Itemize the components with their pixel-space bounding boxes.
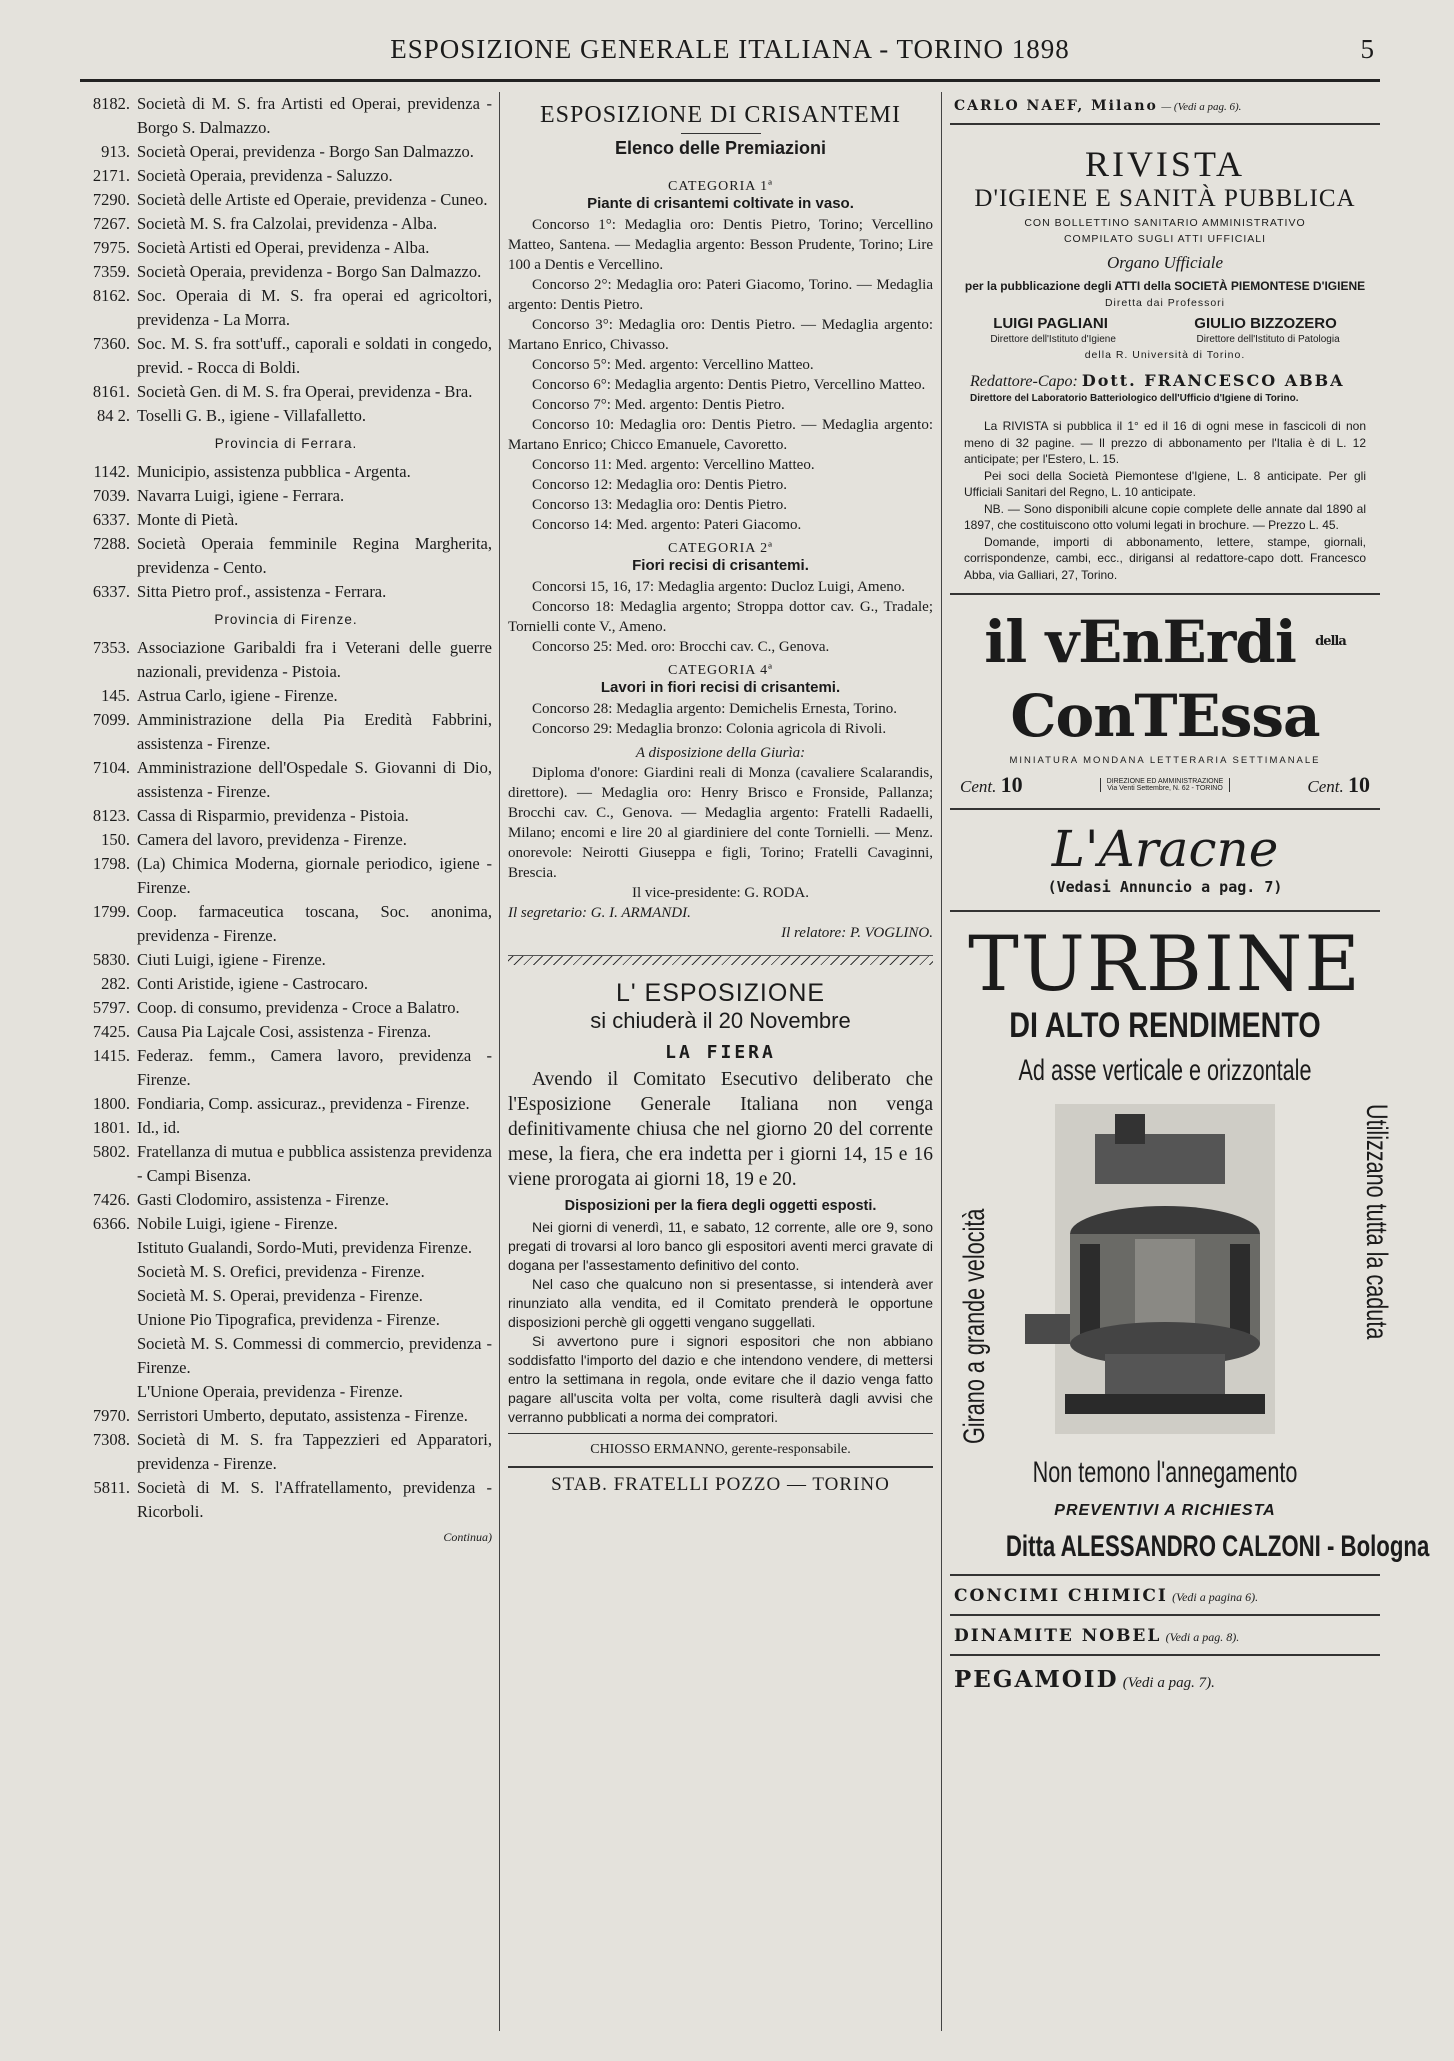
vice-president: Il vice-presidente: G. RODA. — [631, 885, 810, 901]
turbine-title: TURBINE — [968, 919, 1362, 1008]
entry-text: Camera del lavoro, previdenza - Firenze. — [137, 830, 407, 849]
entry-text: Società delle Artiste ed Operaie, previdenza - Cuneo. — [137, 190, 488, 209]
entry-text: Conti Aristide, igiene - Castrocaro. — [137, 974, 368, 993]
entry-text: Navarra Luigi, igiene - Ferrara. — [137, 486, 345, 505]
entry-text: Municipio, assistenza pubblica - Argenta. — [137, 462, 411, 481]
entry-number: 7353. — [92, 638, 130, 657]
pegamoid-name: PEGAMOID — [954, 1666, 1119, 1693]
entry-text: Nobile Luigi, igiene - Firenze. — [137, 1214, 338, 1233]
entry-number: 7360. — [92, 334, 130, 353]
fair-heading: LA FIERA — [665, 1042, 776, 1063]
turbine-side-text-left: Girano a grande velocità — [958, 1208, 991, 1444]
paragraph: Concorso 14: Med. argento: Pateri Giacomo. — [532, 517, 802, 533]
entry-number: 8161. — [92, 382, 130, 401]
entry-number: 7290. — [92, 190, 130, 209]
entry-text: Astrua Carlo, igiene - Firenze. — [137, 686, 338, 705]
article-subtitle: Elenco delle Premiazioni — [614, 138, 827, 158]
rivista-subtitle: D'IGIENE E SANITÀ PUBBLICA — [974, 185, 1356, 212]
entry-text: Fratellanza di mutua e pubblica assistenza previdenza - Campi Bisenza. — [137, 1142, 492, 1185]
list-entry — [80, 484, 492, 508]
entry-text: Federaz. femm., Camera lavoro, previdenza - Firenze. — [137, 1046, 492, 1089]
ad-turbine — [950, 919, 1430, 1564]
paragraph: Concorso 29: Medaglia bronzo: Colonia agricola di Rivoli. — [532, 721, 887, 737]
paragraph: NB. — Sono disponibili alcune copie complete delle annate dal 1890 al 1897, che costituiscono otto volumi legati in brochure. — Prezzo L. 45. — [964, 501, 1366, 532]
dinamite-ref: (Vedi a pag. 8). — [1165, 1630, 1240, 1644]
turbine-illustration-box — [950, 1094, 1394, 1454]
cent-value: 10 — [1348, 772, 1370, 797]
provisions-heading: Disposizioni per la fiera degli oggetti esposti. — [564, 1198, 877, 1214]
venerdi-tagline: MINIATURA MONDANA LETTERARIA SETTIMANALE — [1009, 755, 1321, 766]
category-label: CATEGORIA 1ª — [668, 179, 773, 194]
list-entry — [80, 1260, 492, 1284]
entry-number: 5830. — [92, 950, 130, 969]
cent-value: 10 — [1000, 772, 1023, 797]
diploma-paragraph: Diploma d'onore: Giardini reali di Monza (cavaliere Scalarandis, direttore). — Medaglia oro: Henry Brisco e Fronside, Pallanza; Brocchi cav. C., Genova. — Medaglia argento: Fratelli Radaelli, Milano; encomi e lire 20 al giardiniere del conte Tornielli. — Menz. onorevole: Neirotti Giuseppa e figli, Torino; Fratelli Cavaginni, Brescia. — [508, 765, 933, 881]
list-entry — [80, 1092, 492, 1116]
editor-role: Direttore del Laboratorio Batteriologico dell'Ufficio d'Igiene di Torino. — [970, 393, 1299, 404]
category-paragraphs — [508, 215, 933, 535]
della-word: della — [1315, 634, 1346, 649]
printer-imprint: STAB. FRATELLI POZZO — TORINO — [508, 1466, 933, 1496]
direzione-label: DIREZIONE ED AMMINISTRAZIONE — [1106, 778, 1224, 785]
rivista-organo: Organo Ufficiale — [1107, 253, 1223, 272]
paragraph: Si avvertono pure i signori espositori che non abbiano soddisfatto l'importo del dazio e che intendono vendere, di mettersi entro la settimana in regola, onde evitare che il dazio venga fatto pagare all'uscita volta per volta, come risulterà dagli avvisi che verranno pubblicati a norma dei compratori. — [508, 1333, 933, 1425]
list-entry — [80, 756, 492, 804]
paragraph: Concorso 3°: Medaglia oro: Dentis Pietro. — Medaglia argento: Martano Enrico, Chivasso. — [508, 317, 933, 353]
entry-text: Sitta Pietro prof., assistenza - Ferrara. — [137, 582, 387, 601]
entry-text: Associazione Garibaldi fra i Veterani delle guerre nazionali, previdenza - Pistoia. — [137, 638, 492, 681]
price-right — [1307, 772, 1370, 798]
paragraph: Concorso 25: Med. oro: Brocchi cav. C., Genova. — [532, 639, 830, 655]
list-entry — [80, 636, 492, 684]
paragraph: Pei soci della Società Piemontese d'Igiene, L. 8 anticipate. Per gli Ufficiali Sanitari del Regno, L. 10 anticipate. — [964, 468, 1366, 499]
paragraph: Concorso 6°: Medaglia argento: Dentis Pietro, Vercellino Matteo. — [532, 377, 926, 393]
turbine-preventivi: PREVENTIVI A RICHIESTA — [1054, 1502, 1276, 1519]
list-entry — [80, 1140, 492, 1188]
entry-text: (La) Chimica Moderna, giornale periodico, igiene - Firenze. — [137, 854, 492, 897]
list-entry — [80, 1044, 492, 1092]
paragraph: Concorso 2°: Medaglia oro: Pateri Giacomo, Torino. — Medaglia argento: Dentis Pietro. — [508, 277, 933, 313]
closing-notice-title: L' ESPOSIZIONE — [615, 979, 826, 1007]
rivista-diretta: Diretta dai Professori — [1104, 297, 1226, 309]
entry-text: Soc. Operaia di M. S. fra operai ed agricoltori, previdenza - La Morra. — [137, 286, 492, 329]
contessa-word: ConTEssa — [1010, 682, 1320, 750]
province-heading-firenze: Provincia di Firenze. — [214, 612, 358, 627]
list-entry — [80, 1380, 492, 1404]
list-entry — [80, 1404, 492, 1428]
list-entry — [80, 1188, 492, 1212]
entry-text: Società Operaia, previdenza - Saluzzo. — [137, 166, 393, 185]
entry-text: Società Artisti ed Operai, previdenza - Alba. — [137, 238, 430, 257]
ad-venerdi-contessa — [950, 605, 1380, 798]
entry-number: 7288. — [92, 534, 130, 553]
page-header — [80, 30, 1380, 82]
entry-number: 1799. — [92, 902, 130, 921]
entry-number: 6337. — [92, 510, 130, 529]
ad-aracne — [950, 820, 1380, 896]
entry-number: 7970. — [92, 1406, 130, 1425]
rivista-paragraphs — [950, 418, 1380, 583]
list-entry — [80, 212, 492, 236]
entry-text: Società M. S. Orefici, previdenza - Firenze. — [137, 1262, 425, 1281]
list-entry — [80, 684, 492, 708]
closing-notice-date: si chiuderà il 20 Novembre — [590, 1008, 851, 1033]
turbine-company: Ditta ALESSANDRO CALZONI - Bologna — [1005, 1530, 1430, 1563]
direzione-address: Via Venti Settembre, N. 62 - TORINO — [1107, 785, 1223, 792]
director-1: LUIGI PAGLIANI — [993, 315, 1108, 332]
rivista-bollettino: CON BOLLETTINO SANITARIO AMMINISTRATIVO — [1024, 217, 1306, 229]
paragraph: Concorso 10: Medaglia oro: Dentis Pietro. — Medaglia argento: Martano Enrico; Chicco Emanuele, Cavoretto. — [508, 417, 933, 453]
entry-number: 5811. — [93, 1478, 130, 1497]
list-entry — [80, 1428, 492, 1476]
article-title: ESPOSIZIONE DI CRISANTEMI — [540, 102, 901, 128]
ad-naef-name: CARLO NAEF, Milano — [954, 98, 1158, 114]
entry-number: 913. — [101, 142, 130, 161]
list-entry — [80, 708, 492, 756]
entry-number: 7099. — [92, 710, 130, 729]
dinamite-name: DINAMITE NOBEL — [954, 1626, 1162, 1646]
paragraph: Concorso 5°: Med. argento: Vercellino Matteo. — [532, 357, 814, 373]
paragraph: Domande, importi di abbonamento, lettere, stampe, giornali, corrispondenze, cambi, ecc., dirigansi al redattore-capo dott. Francesco Abba, via Galliari, 27, Torino. — [964, 534, 1366, 582]
entry-text: Fondiaria, Comp. assicuraz., previdenza - Firenze. — [137, 1094, 470, 1113]
rivista-editor — [950, 371, 1380, 391]
entry-text: Società Gen. di M. S. fra Operai, previdenza - Bra. — [137, 382, 473, 401]
entry-text: Società di M. S. l'Affratellamento, previdenza - Ricorboli. — [137, 1478, 492, 1521]
entry-text: Amministrazione dell'Ospedale S. Giovanni di Dio, assistenza - Firenze. — [137, 758, 492, 801]
pegamoid-ref: (Vedi a pag. 7). — [1122, 1675, 1215, 1691]
entry-number: 84 2. — [97, 406, 130, 425]
entry-text: Amministrazione della Pia Eredità Fabbrini, assistenza - Firenze. — [137, 710, 492, 753]
entries-group — [80, 460, 492, 604]
list-entry — [80, 580, 492, 604]
entry-text: Id., id. — [137, 1118, 181, 1137]
entry-text: Toselli G. B., igiene - Villafalletto. — [137, 406, 366, 425]
entry-number: 8162. — [92, 286, 130, 305]
entry-number: 7039. — [92, 486, 130, 505]
entry-number: 6366. — [92, 1214, 130, 1233]
list-entry — [80, 284, 492, 332]
column-exhibitors-list — [80, 92, 492, 2021]
divider — [950, 808, 1380, 810]
column-rule-1 — [499, 92, 500, 2031]
venerdi-word: il vEnErdi — [984, 608, 1296, 676]
entry-text: Società Operaia femminile Regina Margherita, previdenza - Cento. — [137, 534, 492, 577]
entry-number: 1415. — [92, 1046, 130, 1065]
entry-text: Coop. farmaceutica toscana, Soc. anonima, previdenza - Firenze. — [137, 902, 492, 945]
fair-paragraph: Avendo il Comitato Esecutivo deliberato che l'Esposizione Generale Italiana non venga definitivamente chiusa che nel giorno 20 del corrente mese, la fiera, che era indetta per i giorni 14, 15 e 16 viene prorogata ai giorni 18, 19 e 20. — [508, 1069, 933, 1190]
entry-number: 145. — [101, 686, 130, 705]
rivista-pubblicazione: per la pubblicazione degli ATTI della SOCIETÀ PIEMONTESE D'IGIENE — [964, 279, 1366, 293]
paragraph: Concorso 7°: Med. argento: Dentis Pietro. — [532, 397, 785, 413]
divider — [950, 593, 1380, 595]
director-1-role: Direttore dell'Istituto d'Igiene — [990, 334, 1116, 345]
entry-text: L'Unione Operaia, previdenza - Firenze. — [137, 1382, 403, 1401]
giuria-heading: A disposizione della Giurìa: — [635, 745, 806, 761]
entry-number: 7267. — [92, 214, 130, 233]
rivista-title: RIVISTA — [1084, 144, 1246, 184]
category-heading: Piante di crisantemi coltivate in vaso. — [587, 195, 854, 212]
category-label: CATEGORIA 2ª — [668, 541, 773, 556]
entry-number: 8123. — [92, 806, 130, 825]
rivista-director-roles — [950, 334, 1380, 345]
cent-label: Cent. — [1307, 777, 1344, 796]
editor-name: Dott. FRANCESCO ABBA — [1081, 371, 1345, 390]
turbine-subtitle: DI ALTO RENDIMENTO — [1009, 1006, 1321, 1045]
entry-number: 7104. — [92, 758, 130, 777]
entry-text: Società di M. S. fra Tappezzieri ed Apparatori, previdenza - Firenze. — [137, 1430, 492, 1473]
entry-text: Società Operai, previdenza - Borgo San Dalmazzo. — [137, 142, 474, 161]
ad-naef — [950, 92, 1380, 125]
page-number: 5 — [1360, 34, 1374, 64]
entry-number: 8182. — [92, 94, 130, 113]
entry-text: Unione Pio Tipografica, previdenza - Firenze. — [137, 1310, 440, 1329]
entry-text: Cassa di Risparmio, previdenza - Pistoia. — [137, 806, 409, 825]
aracne-title: L'Aracne — [1051, 820, 1279, 878]
divider — [950, 910, 1380, 912]
list-entry — [80, 92, 492, 140]
list-entry — [80, 996, 492, 1020]
category-paragraphs — [508, 699, 933, 739]
ad-dinamite — [950, 1614, 1380, 1654]
ad-rivista — [950, 143, 1380, 583]
continua-note: Continua) — [443, 1530, 492, 1544]
entry-text: Monte di Pietà. — [137, 510, 239, 529]
wavy-divider — [508, 955, 933, 965]
list-entry — [80, 508, 492, 532]
paragraph: Concorso 12: Medaglia oro: Dentis Pietro. — [532, 477, 787, 493]
list-entry — [80, 828, 492, 852]
entry-text: Società di M. S. fra Artisti ed Operai, previdenza - Borgo S. Dalmazzo. — [137, 94, 492, 137]
divider — [681, 133, 761, 134]
entries-group — [80, 636, 492, 1524]
list-entry — [80, 380, 492, 404]
venerdi-logo — [950, 605, 1380, 753]
ad-concimi — [950, 1574, 1380, 1614]
turbine-side-text-right: Utilizzano tutta la caduta — [1360, 1104, 1394, 1340]
list-entry — [80, 972, 492, 996]
entry-number: 5797. — [92, 998, 130, 1017]
paragraph: Concorso 18: Medaglia argento; Stroppa dottor cav. G., Tradale; Tornielli conte V., Ameno. — [508, 599, 933, 635]
paragraph: Concorso 11: Med. argento: Vercellino Matteo. — [532, 457, 815, 473]
list-entry — [80, 460, 492, 484]
entry-number: 1142. — [93, 462, 130, 481]
list-entry — [80, 1236, 492, 1260]
category-heading: Lavori in fiori recisi di crisantemi. — [600, 679, 841, 696]
list-entry — [80, 1308, 492, 1332]
list-entry — [80, 1020, 492, 1044]
concimi-name: CONCIMI CHIMICI — [954, 1586, 1168, 1606]
rivista-directors — [950, 315, 1380, 332]
list-entry — [80, 852, 492, 900]
list-entry — [80, 260, 492, 284]
paragraph: Nel caso che qualcuno non si presentasse, si intenderà aver rinunziato alla vendita, ed il Comitato prenderà le opportune disposizioni perchè gli oggetti vengano suggellati. — [508, 1276, 933, 1330]
director-2: GIULIO BIZZOZERO — [1194, 315, 1337, 332]
entry-number: 7975. — [92, 238, 130, 257]
entry-text: Società M. S. Operai, previdenza - Firenze. — [137, 1286, 423, 1305]
list-entry — [80, 900, 492, 948]
category-heading: Fiori recisi di crisantemi. — [632, 557, 809, 574]
entries-group — [80, 92, 492, 428]
list-entry — [80, 948, 492, 972]
entry-number: 7359. — [92, 262, 130, 281]
turbine-axis: Ad asse verticale e orizzontale — [1018, 1054, 1312, 1087]
entry-text: Coop. di consumo, previdenza - Croce a Balatro. — [137, 998, 460, 1017]
direzione-box — [1100, 778, 1231, 792]
entry-number: 1798. — [92, 854, 130, 873]
entry-number: 7426. — [92, 1190, 130, 1209]
ad-pegamoid — [950, 1654, 1380, 1701]
column-advertisements — [950, 92, 1430, 2021]
column-rule-2 — [941, 92, 942, 2031]
reporter: Il relatore: P. VOGLINO. — [781, 925, 933, 941]
entry-number: 7308. — [92, 1430, 130, 1449]
entry-number: 1801. — [92, 1118, 130, 1137]
list-entry — [80, 1284, 492, 1308]
venerdi-price-row — [960, 772, 1370, 798]
turbine-tagline: Non temono l'annegamento — [1032, 1456, 1298, 1489]
list-entry — [80, 332, 492, 380]
entry-number: 5802. — [92, 1142, 130, 1161]
responsible-manager: CHIOSSO ERMANNO, gerente-responsabile. — [508, 1433, 933, 1458]
entry-text: Società M. S. Commessi di commercio, previdenza - Firenze. — [137, 1334, 492, 1377]
paragraph: Concorso 1°: Medaglia oro: Dentis Pietro, Torino; Vercellino Matteo, Santena. — Medaglia argento: Besson Prudente, Torino; Lire 100 a Dentis e Vercellino. — [508, 217, 933, 273]
list-entry — [80, 1212, 492, 1236]
provisions-paragraphs — [508, 1218, 933, 1427]
list-entry — [80, 404, 492, 428]
director-2-role: Direttore dell'Istituto di Patologia — [1196, 334, 1340, 345]
list-entry — [80, 188, 492, 212]
category-label: CATEGORIA 4ª — [668, 663, 773, 678]
list-entry — [80, 164, 492, 188]
entry-number: 1800. — [92, 1094, 130, 1113]
entry-text: Serristori Umberto, deputato, assistenza - Firenze. — [137, 1406, 468, 1425]
list-entry — [80, 140, 492, 164]
paragraph: Concorsi 15, 16, 17: Medaglia argento: Ducloz Luigi, Ameno. — [532, 579, 905, 595]
paragraph: Nei giorni di venerdì, 11, e sabato, 12 corrente, alle ore 9, sono pregati di trovarsi al loro banco gli espositori aventi merci gravate di dogana per l'assestamento definitivo del conto. — [508, 1219, 933, 1273]
entry-text: Gasti Clodomiro, assistenza - Firenze. — [137, 1190, 390, 1209]
entry-number: 282. — [101, 974, 130, 993]
editor-label: Redattore-Capo: — [970, 373, 1078, 390]
entry-text: Causa Pia Lajcale Cosi, assistenza - Firenza. — [137, 1022, 432, 1041]
entry-text: Ciuti Luigi, igiene - Firenze. — [137, 950, 326, 969]
aracne-ref: (Vedasi Annuncio a pag. 7) — [1047, 878, 1283, 896]
paragraph: Concorso 28: Medaglia argento: Demichelis Ernesta, Torino. — [532, 701, 897, 717]
entry-number: 2171. — [92, 166, 130, 185]
list-entry — [80, 1476, 492, 1524]
list-entry — [80, 532, 492, 580]
header-title: ESPOSIZIONE GENERALE ITALIANA - TORINO 1898 — [390, 34, 1070, 64]
turbine-machine-illustration — [1025, 1094, 1305, 1454]
list-entry — [80, 236, 492, 260]
paragraph: La RIVISTA si pubblica il 1° ed il 16 di ogni mese in fascicoli di non meno di 32 pagine. — Il prezzo di abbonamento per l'Italia è di L. 12 anticipate; per l'Estero, L. 15. — [964, 419, 1366, 466]
cent-label: Cent. — [960, 777, 997, 796]
entry-number: 7425. — [92, 1022, 130, 1041]
entry-text: Istituto Gualandi, Sordo-Muti, previdenza Firenze. — [137, 1238, 472, 1257]
entry-text: Società Operaia, previdenza - Borgo San Dalmazzo. — [137, 262, 482, 281]
list-entry — [80, 804, 492, 828]
entry-text: Società M. S. fra Calzolai, previdenza - Alba. — [137, 214, 438, 233]
province-heading-ferrara: Provincia di Ferrara. — [214, 436, 358, 451]
rivista-compilato: COMPILATO SUGLI ATTI UFFICIALI — [1063, 233, 1267, 245]
category-paragraphs — [508, 577, 933, 657]
entry-number: 6337. — [92, 582, 130, 601]
secretary: Il segretario: G. I. ARMANDI. — [508, 905, 691, 921]
rivista-universita: della R. Università di Torino. — [1084, 349, 1246, 361]
list-entry — [80, 1332, 492, 1380]
price-left — [960, 772, 1023, 798]
paragraph: Concorso 13: Medaglia oro: Dentis Pietro. — [532, 497, 787, 513]
concimi-ref: (Vedi a pagina 6). — [1172, 1590, 1259, 1604]
entry-text: Soc. M. S. fra sott'uff., caporali e soldati in congedo, previd. - Rocca di Boldi. — [137, 334, 492, 377]
column-chrysanthemum-exhibition — [508, 92, 933, 2021]
list-entry — [80, 1116, 492, 1140]
entry-number: 150. — [101, 830, 130, 849]
ad-naef-ref: — (Vedi a pag. 6). — [1161, 101, 1242, 113]
